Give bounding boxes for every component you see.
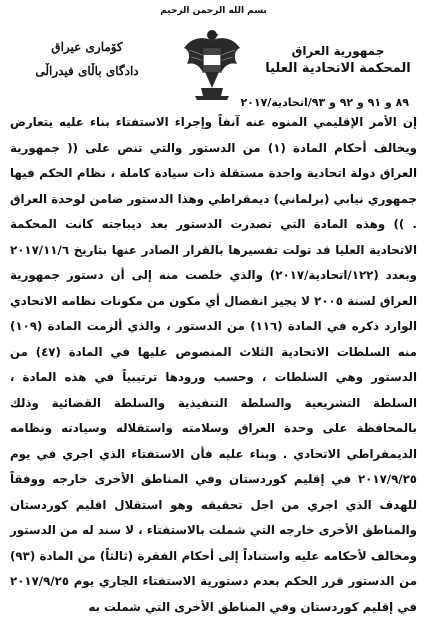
judgment-body xyxy=(10,110,417,620)
case-number: ٨٩ و ٩١ و ٩٢ و ٩٣/اتحادية/٢٠١٧ xyxy=(240,96,409,109)
court-header-arabic xyxy=(263,44,413,76)
country-name-kurdish: كۆماری عیراق xyxy=(51,40,123,54)
court-name-kurdish: دادگای باڵای فیدراڵی xyxy=(35,64,139,78)
court-name: المحكمة الاتحادية العليا xyxy=(265,61,411,76)
judgment-paragraph: إن الأمر الإقليمي المنوه عنه آنفاً وإجراء الاستفتاء بناء عليه يتعارض ويخالف أحكام المادة (١) من الدستور والتي تنص على (( جمهورية العراق دولة اتحادية واحدة مستقلة ذات سيادة كاملة ، نظام الحكم فيها جمهوري نيابي (برلماني) ديمقراطي وهذا الدستور ضامن لوحدة العراق . )) وهذه المادة التي تصدرت الدستور بعد ديباجته كانت المحكمة الاتحادية العليا قد تولت تفسيرها بالقرار الصادر عنها بتاريخ ٢٠١٧/١١/٦ وبعدد (١٢٢/اتحادية/٢٠١٧) والذي خلصت منه إلى أن دستور جمهورية العراق لسنة ٢٠٠٥ لا يجيز انفصال أي مكون من مكونات نظامه الاتحادي الوارد ذكره في المادة (١١٦) من الدستور ، والذي ألزمت المادة (١٠٩) منه السلطات الاتحادية الثلاث المنصوص عليها في المادة (٤٧) من الدستور وهي السلطات ، وحسب ورودها ترتيبياً في هذه المادة ، السلطة التشريعية والسلطة التنفيذية والسلطة القضائية وذلك بالمحافظة على وحدة العراق وسلامته واستقلاله وسيادته ونظامه الديمقراطي الاتحادي . وبناء عليه فأن الاستفتاء الذي اجري في يوم ٢٠١٧/٩/٢٥ في إقليم كوردستان وفي المناطق الأخرى خارجه ووفقاً للهدف الذي اجري من اجل تحقيقه وهو استقلال اقليم كوردستان والمناطق الأخرى خارجه التي شملت بالاستفتاء ، لا سند له من الدستور ومخالف لأحكامه عليه واستناداً إلى أحكام الفقرة (ثالثاً) من المادة (٩٣) من الدستور قرر الحكم بعدم دستورية الاستفتاء الجاري يوم ٢٠١٧/٩/٢٥ في إقليم كوردستان وفي المناطق الأخرى التي شملت به xyxy=(10,115,417,614)
country-name: جمهورية العراق xyxy=(291,44,385,58)
iraq-eagle-emblem-icon xyxy=(181,26,243,104)
basmala-heading: بسم الله الرحمن الرحيم xyxy=(160,6,267,16)
court-header-kurdish xyxy=(12,40,162,78)
